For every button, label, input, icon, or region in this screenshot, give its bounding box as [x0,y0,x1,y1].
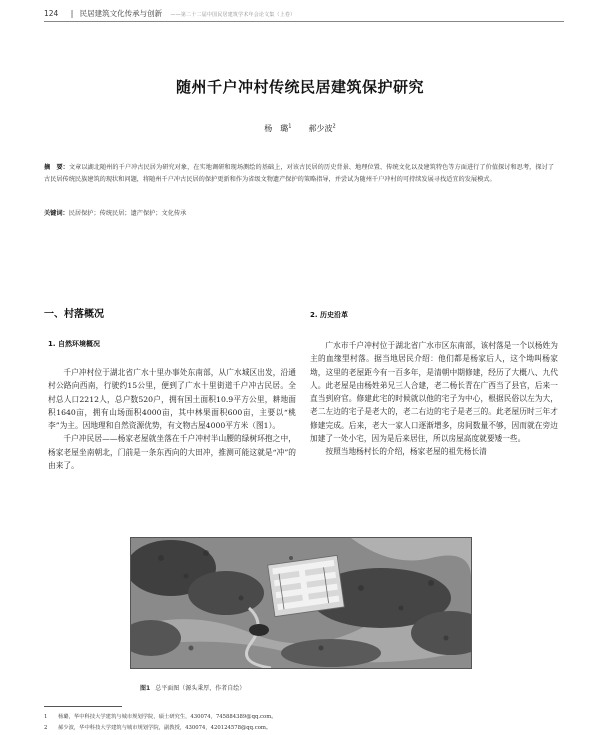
keywords-text: 民居保护；传统民居；遗产保护；文化传承 [68,210,187,217]
section-heading: 一、村落概况 [44,309,104,320]
paragraph: 按照当地杨村长的介绍，杨家老屋的祖先杨长清 [325,447,487,457]
author-name: 杨 璐 [264,124,289,133]
aerial-site-photo [130,537,472,669]
right-column-text [310,339,558,459]
abstract [44,162,554,185]
author-mark: 2 [332,123,336,130]
page-number: 124 [44,9,59,18]
paper-title: 随州千户冲村传统民居建筑保护研究 [175,78,424,96]
left-column-text [48,366,296,472]
footnote-text: 郝少波，华中科技大学建筑与城市规划学院，副教授，430074，420124578@qq.com。 [58,725,272,731]
paragraph: 广水市千户冲村位于湖北省广水市区东南部，该村落是一个以杨姓为主的血缘型村落。据当地居民介绍：他们都是杨家后人，这个坳叫杨家坳，这里的老屋距今有一百多年，是清朝中期修建，经历了大概八、九代人。此老屋是由杨姓弟兄三人合建，老二杨长青在广西当了县官，后来一直当到府官。修建此宅的时候就以他的宅子为中心，根据民俗以左为大，老二左边的宅子是老大的，老二右边的宅子是老三的。此老屋历时三年才修建完成。后来，老大一家人口逐渐增多，房间数量不够，因而就在旁边加建了一处小宅，因为是后来居住，所以房屋高度就要矮一些。 [310,341,558,444]
subsection-heading: 2. 历史沿革 [310,311,348,319]
header-rule [44,21,564,22]
footnote-text: 杨璐，华中科技大学建筑与城市规划学院，硕士研究生，430074，745884389@qq.com。 [58,714,277,720]
header-separator: | [70,9,74,18]
author-line [0,123,600,134]
running-header [44,8,295,19]
author-mark: 1 [288,123,292,130]
keywords [44,208,554,217]
paragraph: 千户冲民居——杨家老屋就坐落在千户冲村半山腰的绿树环抱之中，杨家老屋坐南朝北，门前是一条东西向的大田冲，推测可能这就是“冲”的由来了。 [48,434,296,471]
abstract-text: 文章以湖北随州的千户冲古民居为研究对象，在实地调研和现场测绘的基础上，对该古民居的历史背景、地理位置、传统文化以及建筑特色等方面进行了价值探讨和思考，探讨了古民居传统民族建筑的现状和问题，将随州千户冲古民居的保护更新和作为省级文物遗产保护的策略指导，并尝试为随州千户冲村的可持续发展寻找适宜的发展模式。 [44,164,555,183]
keywords-label: 关键词： [44,210,69,217]
subsection-heading: 1. 自然环境概况 [48,340,100,348]
aerial-photo-graphic [131,538,471,668]
footnote [44,712,277,720]
footnote-rule [44,706,122,707]
footnote [44,723,271,731]
footnote-number: 1 [44,714,48,720]
figure-caption-text: 总平面图（源头秉厚，作者自绘） [155,685,246,692]
journal-name: 民居建筑文化传承与创新 [79,9,163,18]
journal-subtitle: ——第二十二届中国民居建筑学术年会论文集（上卷） [170,12,296,18]
figure-caption [140,683,245,692]
paragraph: 千户冲村位于湖北省广水十里办事处东南部，从广水城区出发，沿通村公路向西南，行驶约15公里，便到了广水十里街道千户冲古民居。全村总人口2212人，总户数520户，拥有国土面积10.9平方公里，耕地面积1640亩，拥有山场面积4000亩，其中林果面积600亩，主要以“桃李”为主。因地理和自然资源优势，有文物古屋4000平方米（图1）。 [48,368,296,431]
footnote-number: 2 [44,725,48,731]
abstract-label: 摘 要： [44,164,69,171]
figure-label: 图1 [140,685,151,692]
author-name: 郝少波 [308,124,333,133]
